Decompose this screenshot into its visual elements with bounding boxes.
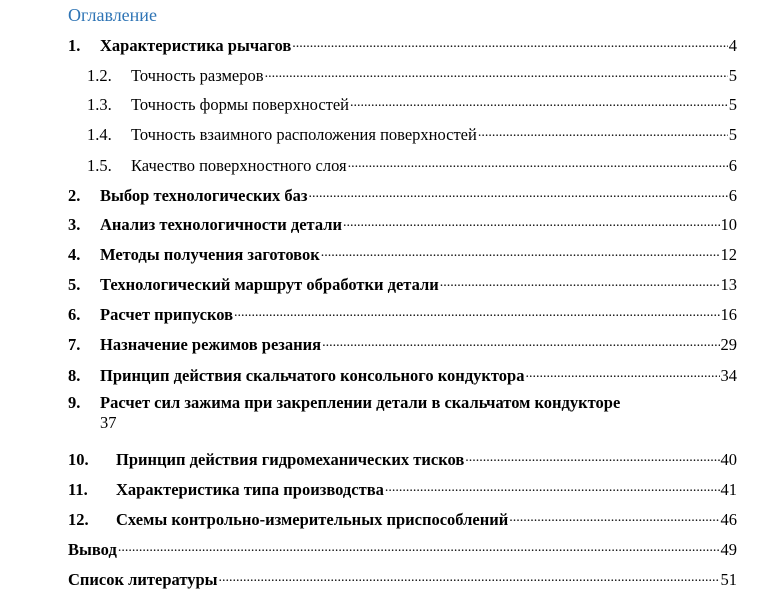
toc-entry-page[interactable]: 5 xyxy=(728,66,737,85)
toc-entry-number: 4. xyxy=(68,245,81,264)
toc-entry-page[interactable]: 40 xyxy=(720,450,737,469)
toc-entry-title[interactable]: Технологический маршрут обработки детали xyxy=(100,275,439,294)
toc-entry-title[interactable]: Расчет припусков xyxy=(100,305,233,324)
toc-entry[interactable] xyxy=(0,153,779,179)
toc-entry[interactable] xyxy=(0,363,779,389)
toc-entry[interactable] xyxy=(0,183,779,209)
toc-leader xyxy=(118,537,720,555)
toc-leader xyxy=(321,242,720,260)
toc-entry-title[interactable]: Анализ технологичности детали xyxy=(100,215,342,234)
toc-entry-title[interactable]: Принцип действия скальчатого консольного кондуктора xyxy=(100,366,525,385)
toc-entry[interactable] xyxy=(0,122,779,148)
toc-entry[interactable] xyxy=(0,537,779,563)
toc-entry-page[interactable]: 49 xyxy=(720,540,737,559)
toc-entry-number: 6. xyxy=(68,305,81,324)
toc-leader xyxy=(343,212,720,230)
toc-leader xyxy=(219,567,720,585)
toc-entry-title[interactable]: Точность размеров xyxy=(131,66,264,85)
toc-entry-title[interactable]: Назначение режимов резания xyxy=(100,335,322,354)
toc-leader xyxy=(309,183,728,201)
toc-entry-page[interactable]: 5 xyxy=(728,125,737,144)
toc-leader xyxy=(385,477,720,495)
toc-entry-page[interactable]: 37 xyxy=(100,413,117,432)
toc-entry-number: 1.5. xyxy=(87,156,112,175)
toc-entry-title[interactable]: Качество поверхностного слоя xyxy=(131,156,347,175)
toc-entry-title[interactable]: Схемы контрольно-измерительных приспособлений xyxy=(116,510,509,529)
toc-entry-title[interactable]: Точность формы поверхностей xyxy=(131,95,350,114)
toc-entry-page[interactable]: 6 xyxy=(728,186,737,205)
toc-entry-title[interactable]: Точность взаимного расположения поверхностей xyxy=(131,125,477,144)
toc-entry[interactable] xyxy=(0,567,779,593)
toc-leader xyxy=(440,272,720,290)
toc-leader xyxy=(465,447,719,465)
toc-entry-number: 9. xyxy=(68,393,81,412)
toc-entry-page[interactable]: 4 xyxy=(728,36,737,55)
toc-entry[interactable] xyxy=(0,33,779,59)
toc-entry-number: 3. xyxy=(68,215,81,234)
toc-entry-page[interactable]: 41 xyxy=(720,480,737,499)
toc-entry-page[interactable]: 13 xyxy=(720,275,737,294)
toc-leader xyxy=(509,507,719,525)
toc-entry[interactable] xyxy=(0,302,779,328)
toc-leader xyxy=(234,302,720,320)
toc-entry-number: 1.2. xyxy=(87,66,112,85)
toc-entry[interactable] xyxy=(0,272,779,298)
toc-entry-number: 7. xyxy=(68,335,81,354)
toc-entry-number: 5. xyxy=(68,275,81,294)
toc-entry-page[interactable]: 51 xyxy=(720,570,737,589)
toc-entry-number: 8. xyxy=(68,366,81,385)
toc-leader xyxy=(525,363,719,381)
toc-entry[interactable] xyxy=(0,212,779,238)
toc-leader xyxy=(265,63,728,81)
toc-entry-page[interactable]: 10 xyxy=(720,215,737,234)
toc-entry-title[interactable]: Характеристика рычагов xyxy=(100,36,292,55)
toc-leader xyxy=(322,332,719,350)
toc-leader xyxy=(292,33,728,51)
toc-entry-number: 1.4. xyxy=(87,125,112,144)
toc-leader xyxy=(478,122,728,140)
toc-entry-number: 12. xyxy=(68,510,89,529)
toc-entry-number: 10. xyxy=(68,450,89,469)
toc-entry-number: 2. xyxy=(68,186,81,205)
toc-entry-page[interactable]: 29 xyxy=(720,335,737,354)
toc-entry-title[interactable]: Выбор технологических баз xyxy=(100,186,308,205)
toc-entry-number: 11. xyxy=(68,480,88,499)
toc-leader xyxy=(348,153,728,171)
toc-entry-page[interactable]: 12 xyxy=(720,245,737,264)
toc-entry-page[interactable]: 34 xyxy=(720,366,737,385)
toc-entry-number: 1. xyxy=(68,36,81,55)
toc-entry-page[interactable]: 46 xyxy=(720,510,737,529)
toc-entry[interactable] xyxy=(0,507,779,533)
toc-entry[interactable] xyxy=(0,92,779,118)
toc-entry[interactable] xyxy=(0,332,779,358)
toc-entry-page[interactable]: 6 xyxy=(728,156,737,175)
toc-entry-number: 1.3. xyxy=(87,95,112,114)
toc-heading: Оглавление xyxy=(68,5,157,25)
toc-entry-title[interactable]: Список литературы xyxy=(68,570,218,589)
toc-entry-title[interactable]: Методы получения заготовок xyxy=(100,245,320,264)
toc-entry[interactable] xyxy=(0,477,779,503)
toc-entry-page[interactable]: 16 xyxy=(720,305,737,324)
toc-entry-page[interactable]: 5 xyxy=(728,95,737,114)
toc-entry-title[interactable]: Характеристика типа производства xyxy=(116,480,384,499)
toc-entry-title[interactable]: Принцип действия гидромеханических тисков xyxy=(116,450,465,469)
toc-entry[interactable] xyxy=(0,447,779,473)
toc-entry[interactable] xyxy=(0,63,779,89)
toc-entry-title[interactable]: Расчет сил зажима при закреплении детали в скальчатом кондукторе xyxy=(100,393,621,412)
toc-entry-title[interactable]: Вывод xyxy=(68,540,117,559)
toc-entry[interactable] xyxy=(0,242,779,268)
toc-entry[interactable] xyxy=(68,393,737,433)
toc-leader xyxy=(350,92,728,110)
